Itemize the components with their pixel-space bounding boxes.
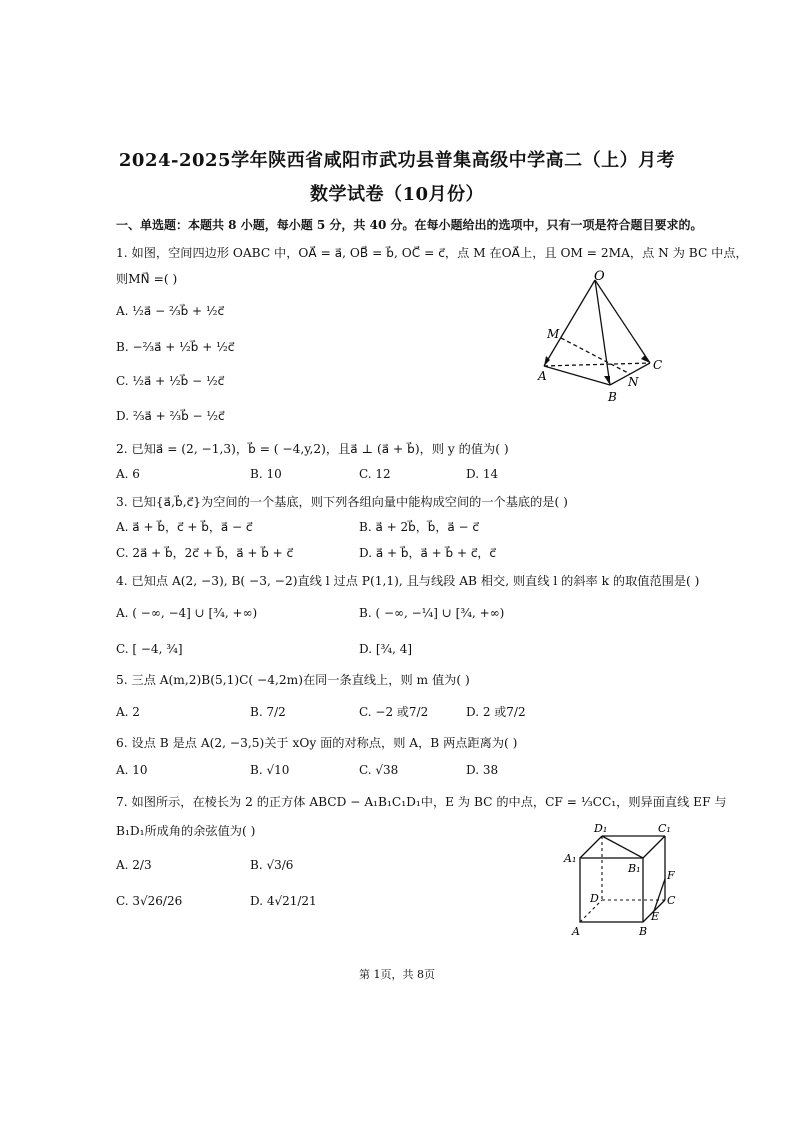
q4-option-a: A. ( −∞, −4] ∪ [¾, +∞) [116,606,258,620]
q4-option-b: B. ( −∞, −¼] ∪ [¾, +∞) [359,606,505,620]
q3-option-d: D. a⃗ + b⃗，a⃗ + b⃗ + c⃗，c⃗ [359,546,497,560]
q3-option-c: C. 2a⃗ + b⃗，2c⃗ + b⃗，a⃗ + b⃗ + c⃗ [116,546,294,560]
arrow-c [641,355,650,363]
q1-stem-line1: 1. 如图，空间四边形 OABC 中，OA⃗ = a⃗, OB⃗ = b⃗, OC⃗ = c⃗，点 M 在OA⃗上，且 OM = 2MA，点 N 为 BC 中点， [116,246,748,260]
q2-option-b: B. 10 [250,467,282,481]
edge-a1d1 [580,836,602,858]
edge-b1c1 [643,836,665,858]
q6-option-a: A. 10 [116,763,148,777]
edge-ob [595,280,610,385]
exam-title-line2: 数学试卷（10月份） [309,184,485,205]
label-d1: D₁ [594,822,608,835]
label-d: D [590,892,599,905]
q5-option-b: B. 7/2 [250,705,286,719]
q6-option-c: C. √38 [359,763,399,777]
label-b: B [608,390,617,404]
label-a: A [572,925,580,938]
edge-oc [595,280,650,363]
cube-figure [560,818,685,940]
label-f: F [667,869,675,882]
label-e: E [651,910,660,923]
section-heading: 一、单选题：本题共 8 小题，每小题 5 分，共 40 分。在每小题给出的选项中，只有一项是符合题目要求的。 [116,218,703,232]
exam-title-line1: 2024-2025学年陕西省咸阳市武功县普集高级中学高二（上）月考 [118,150,676,171]
q2-option-c: C. 12 [359,467,391,481]
q6-option-d: D. 38 [466,763,499,777]
label-b: B [639,925,648,938]
q5-stem: 5. 三点 A(m,2)B(5,1)C( −4,2m)在同一条直线上，则 m 值为( ) [116,673,470,687]
q1-stem-line2: 则MN⃗ =( ) [116,272,178,286]
q7-stem-line2: B₁D₁所成角的余弦值为( ) [116,824,256,838]
q1-option-d: D. ⅔a⃗ + ⅔b⃗ − ½c⃗ [116,409,225,423]
q1-option-b: B. −⅔a⃗ + ½b⃗ + ½c⃗ [116,340,235,354]
q6-option-b: B. √10 [250,763,290,777]
q2-stem: 2. 已知a⃗ = (2, −1,3)，b⃗ = ( −4,y,2)，且a⃗ ⊥ (a⃗ + b⃗)，则 y 的值为( ) [116,442,509,456]
tetrahedron-figure [530,268,680,408]
q7-option-b: B. √3/6 [250,858,294,872]
label-o: O [594,269,605,284]
q3-stem: 3. 已知{a⃗,b⃗,c⃗}为空间的一个基底，则下列各组向量中能构成空间的一个基底的是( ) [116,495,568,509]
q4-option-d: D. [¾, 4] [359,642,413,656]
q7-option-a: A. 2/3 [116,858,152,872]
diagonal-b1d1 [602,836,643,858]
q7-option-d: D. 4√21/21 [250,894,317,908]
label-n: N [628,375,639,389]
q2-option-a: A. 6 [116,467,140,481]
label-c: C [667,894,676,907]
q3-option-b: B. a⃗ + 2b⃗，b⃗，a⃗ − c⃗ [359,520,479,534]
q2-option-d: D. 14 [466,467,499,481]
q4-stem: 4. 已知点 A(2, −3), B( −3, −2)直线 l 过点 P(1,1), 且与线段 AB 相交, 则直线 l 的斜率 k 的取值范围是( ) [116,574,700,588]
q7-option-c: C. 3√26/26 [116,894,183,908]
q5-option-d: D. 2 或7/2 [466,705,526,719]
label-m: M [547,327,560,341]
segment-mn [561,338,630,374]
edge-ab [544,366,610,385]
label-a: A [538,369,547,383]
q1-option-c: C. ½a⃗ + ½b⃗ − ½c⃗ [116,374,225,388]
label-c1: C₁ [658,822,671,835]
q1-option-a: A. ½a⃗ − ⅔b⃗ + ½c⃗ [116,304,225,318]
label-b1: B₁ [628,862,641,875]
q5-option-c: C. −2 或7/2 [359,705,429,719]
q5-option-a: A. 2 [116,705,140,719]
edge-oa [544,280,595,366]
q6-stem: 6. 设点 B 是点 A(2, −3,5)关于 xOy 面的对称点，则 A，B 两点距离为( ) [116,736,518,750]
label-c: C [653,358,663,372]
page-footer: 第 1页，共 8页 [359,968,435,981]
label-a1: A₁ [564,852,577,865]
q3-option-a: A. a⃗ + b⃗，c⃗ + b⃗，a⃗ − c⃗ [116,520,253,534]
q7-stem-line1: 7. 如图所示，在棱长为 2 的正方体 ABCD − A₁B₁C₁D₁中，E 为 BC 的中点，CF = ⅓CC₁，则异面直线 EF 与 [116,795,727,809]
q4-option-c: C. [ −4, ¾] [116,642,183,656]
edge-ac-hidden [544,363,650,366]
